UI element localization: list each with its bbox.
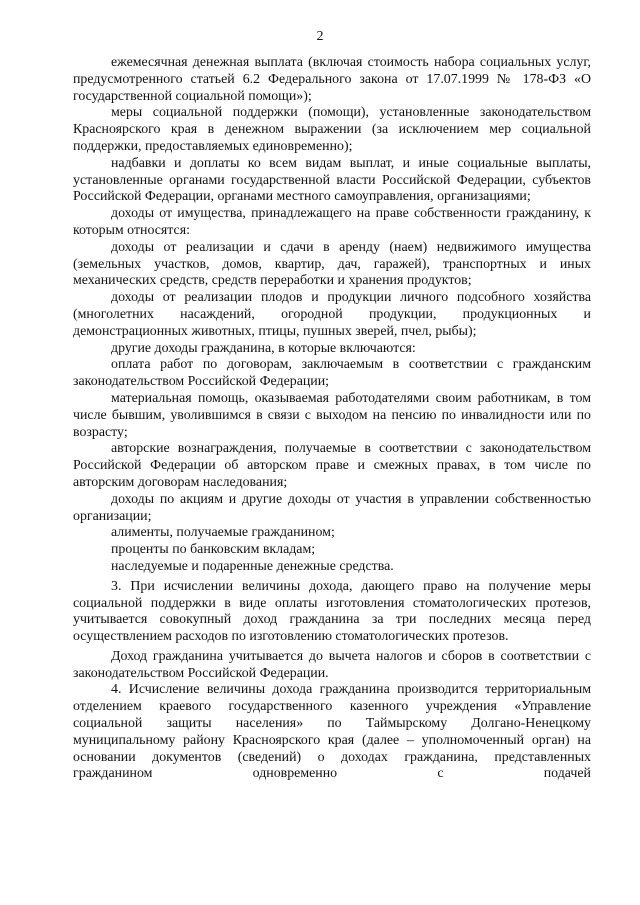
paragraph-monthly-payment: ежемесячная денежная выплата (включая стоимость набора социальных услуг, предусмотренного статьей 6.2 Федерального закона от 17.07.1999 № 178-ФЗ «О государственной социальной помощи»);	[73, 55, 591, 104]
paragraph-property-income: доходы от имущества, принадлежащего на праве собственности гражданину, к которым относятся:	[73, 206, 591, 238]
paragraph-section-3: 3. При исчислении величины дохода, дающего право на получение меры социальной поддержки в виде оплаты изготовления стоматологических протезов, учитывается совокупный доход гражданина за три последних месяца перед осуществлением расходов по изготовлению стоматологических протезов.	[73, 578, 591, 645]
paragraph-allowances: надбавки и доплаты ко всем видам выплат, и иные социальные выплаты, установленные органами государственной власти Российской Федерации, субъектов Российской Федерации, органами местного самоуправления, организациями;	[73, 155, 591, 205]
paragraph-shares-income: доходы по акциям и другие доходы от участия в управлении собственностью организации;	[73, 491, 591, 524]
paragraph-contract-payments: оплата работ по договорам, заключаемым в соответствии с гражданским законодательством Российской Федерации;	[73, 357, 591, 390]
page-number: 2	[316, 29, 324, 44]
paragraph-royalties: авторские вознаграждения, получаемые в соответствии с законодательством Российской Федерации об авторском праве и смежных правах, в том числе по авторским договорам наследования;	[73, 441, 591, 490]
paragraph-inherited-funds: наследуемые и подаренные денежные средства.	[111, 558, 394, 574]
paragraph-bank-interest: проценты по банковским вкладам;	[111, 542, 316, 558]
paragraph-material-aid: материальная помощь, оказываемая работодателями своим работникам, в том числе бывшим, уволившимся в связи с выходом на пенсию по инвалидности или по возрасту;	[73, 390, 591, 440]
document-body	[73, 55, 591, 783]
paragraph-other-income: другие доходы гражданина, в которые включаются:	[111, 340, 416, 356]
paragraph-alimony: алименты, получаемые гражданином;	[111, 525, 335, 541]
paragraph-section-4: 4. Исчисление величины дохода гражданина производится территориальным отделением краевого государственного казенного учреждения «Управление социальной защиты населения» по Таймырскому Долгано-Ненецкому муниципальному району Красноярского края (далее – уполномоченный орган) на основании документов (сведений) о доходах гражданина, представленных гражданином одновременно с подачей	[73, 682, 591, 782]
paragraph-income-before-taxes: Доход гражданина учитывается до вычета налогов и сборов в соответствии с законодательством Российской Федерации.	[73, 648, 591, 681]
paragraph-real-estate-income: доходы от реализации и сдачи в аренду (наем) недвижимого имущества (земельных участков, домов, квартир, дач, гаражей), транспортных и иных механических средств, средств переработки и хранения продуктов;	[73, 239, 591, 289]
paragraph-social-support-measures: меры социальной поддержки (помощи), установленные законодательством Красноярского края в денежном выражении (за исключением мер социальной поддержки, предоставляемых единовременно);	[73, 105, 591, 154]
paragraph-household-income: доходы от реализации плодов и продукции личного подсобного хозяйства (многолетних насаждений, огородной продукции, продукционных и демонстрационных животных, птицы, пушных зверей, пчел, рыбы);	[73, 290, 591, 339]
